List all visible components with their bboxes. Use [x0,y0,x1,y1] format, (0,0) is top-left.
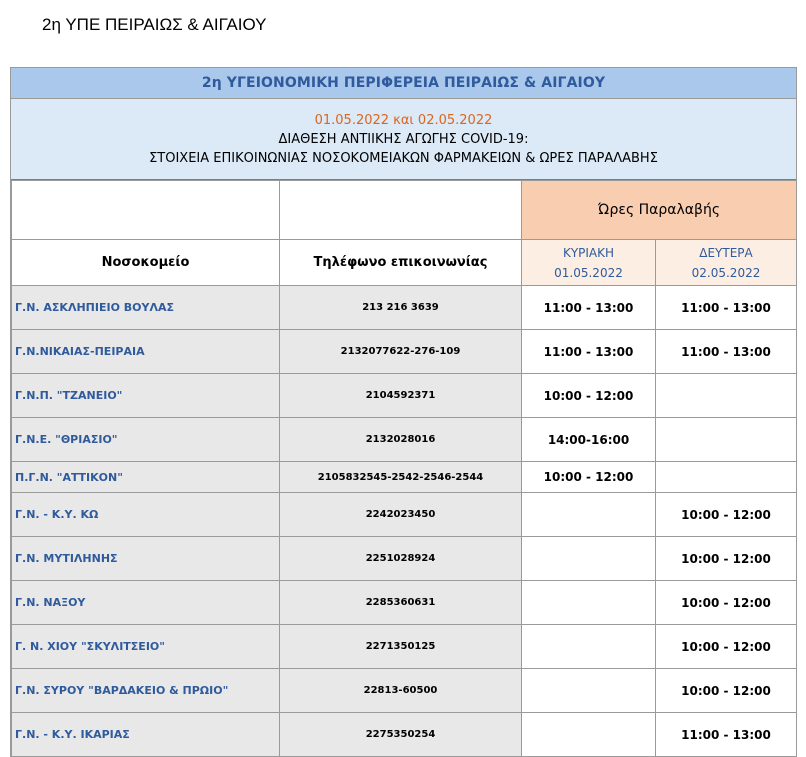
monday-hours [656,374,797,418]
monday-hours: 10:00 - 12:00 [656,625,797,669]
phone-number: 2285360631 [280,581,522,625]
sunday-hours: 11:00 - 13:00 [522,330,656,374]
monday-hours: 10:00 - 12:00 [656,537,797,581]
sunday-hours: 10:00 - 12:00 [522,374,656,418]
table-row [12,286,797,330]
monday-hours: 11:00 - 13:00 [656,286,797,330]
subtitle-dates: 01.05.2022 και 02.05.2022 [314,112,493,128]
subtitle-line-2: ΣΤΟΙΧΕΙΑ ΕΠΙΚΟΙΝΩΝΙΑΣ ΝΟΣΟΚΟΜΕΙΑΚΩΝ ΦΑΡΜΑΚΕΙΩΝ & ΩΡΕΣ ΠΑΡΑΛΑΒΗΣ [149,150,658,166]
header-blank-hospital [12,181,280,240]
monday-name: ΔΕΥΤΕΡΑ [699,245,753,260]
column-header-sunday [522,240,656,286]
phone-number: 2132028016 [280,418,522,462]
monday-hours: 10:00 - 12:00 [656,581,797,625]
table-row [12,330,797,374]
hospital-name: Γ.Ν. ΝΑΞΟΥ [12,581,280,625]
header-blank-phone [280,181,522,240]
table-row [12,537,797,581]
hospital-name: Γ.Ν. - Κ.Υ. ΙΚΑΡΙΑΣ [12,713,280,757]
sunday-hours: 11:00 - 13:00 [522,286,656,330]
sunday-hours [522,669,656,713]
table-subtitle-block [11,99,796,180]
monday-hours: 11:00 - 13:00 [656,713,797,757]
phone-number: 2275350254 [280,713,522,757]
hospital-name: Γ. Ν. ΧΙΟΥ "ΣΚΥΛΙΤΣΕΙΟ" [12,625,280,669]
column-header-phone: Τηλέφωνο επικοινωνίας [280,240,522,286]
table-row [12,462,797,493]
table-row [12,713,797,757]
phone-number: 2242023450 [280,493,522,537]
monday-hours: 11:00 - 13:00 [656,330,797,374]
hospital-name: Γ.Ν. - Κ.Υ. ΚΩ [12,493,280,537]
hospital-name: Π.Γ.Ν. "ΑΤΤΙΚΟΝ" [12,462,280,493]
phone-number: 2271350125 [280,625,522,669]
column-header-monday [656,240,797,286]
column-header-hospital: Νοσοκομείο [12,240,280,286]
table-row [12,418,797,462]
table-row [12,374,797,418]
hospital-name: Γ.Ν.ΝΙΚΑΙΑΣ-ΠΕΙΡΑΙΑ [12,330,280,374]
phone-number: 2105832545-2542-2546-2544 [280,462,522,493]
hospital-name: Γ.Ν. ΣΥΡΟΥ "ΒΑΡΔΑΚΕΙΟ & ΠΡΩΙΟ" [12,669,280,713]
hospital-name: Γ.Ν.Ε. "ΘΡΙΑΣΙΟ" [12,418,280,462]
sunday-name: ΚΥΡΙΑΚΗ [562,245,615,260]
monday-hours: 10:00 - 12:00 [656,669,797,713]
sunday-hours [522,493,656,537]
page-heading: 2η ΥΠΕ ΠΕΙΡΑΙΩΣ & ΑΙΓΑΙΟΥ [42,15,267,34]
table-title: 2η ΥΓΕΙΟΝΟΜΙΚΗ ΠΕΡΙΦΕΡΕΙΑ ΠΕΙΡΑΙΩΣ & ΑΙΓΑΙΟΥ [11,68,796,99]
hospital-table [11,180,797,757]
monday-hours [656,462,797,493]
hospital-name: Γ.Ν. ΜΥΤΙΛΗΝΗΣ [12,537,280,581]
monday-hours [656,418,797,462]
subtitle-line-1: ΔΙΑΘΕΣΗ ΑΝΤΙΙΚΗΣ ΑΓΩΓΗΣ COVID-19: [278,131,529,147]
hours-header: Ώρες Παραλαβής [522,181,797,240]
pharmacy-table-image [10,67,797,757]
hospital-name: Γ.Ν. ΑΣΚΛΗΠΙΕΙΟ ΒΟΥΛΑΣ [12,286,280,330]
phone-number: 213 216 3639 [280,286,522,330]
sunday-hours [522,537,656,581]
hospital-name: Γ.Ν.Π. "ΤΖΑΝΕΙΟ" [12,374,280,418]
sunday-hours: 10:00 - 12:00 [522,462,656,493]
phone-number: 2132077622-276-109 [280,330,522,374]
monday-date: 02.05.2022 [691,265,761,280]
table-row [12,625,797,669]
sunday-hours: 14:00-16:00 [522,418,656,462]
sunday-date: 01.05.2022 [554,265,623,280]
phone-number: 2251028924 [280,537,522,581]
monday-hours: 10:00 - 12:00 [656,493,797,537]
phone-number: 22813-60500 [280,669,522,713]
sunday-hours [522,713,656,757]
phone-number: 2104592371 [280,374,522,418]
sunday-hours [522,581,656,625]
sunday-hours [522,625,656,669]
table-row [12,581,797,625]
table-row [12,669,797,713]
table-row [12,493,797,537]
